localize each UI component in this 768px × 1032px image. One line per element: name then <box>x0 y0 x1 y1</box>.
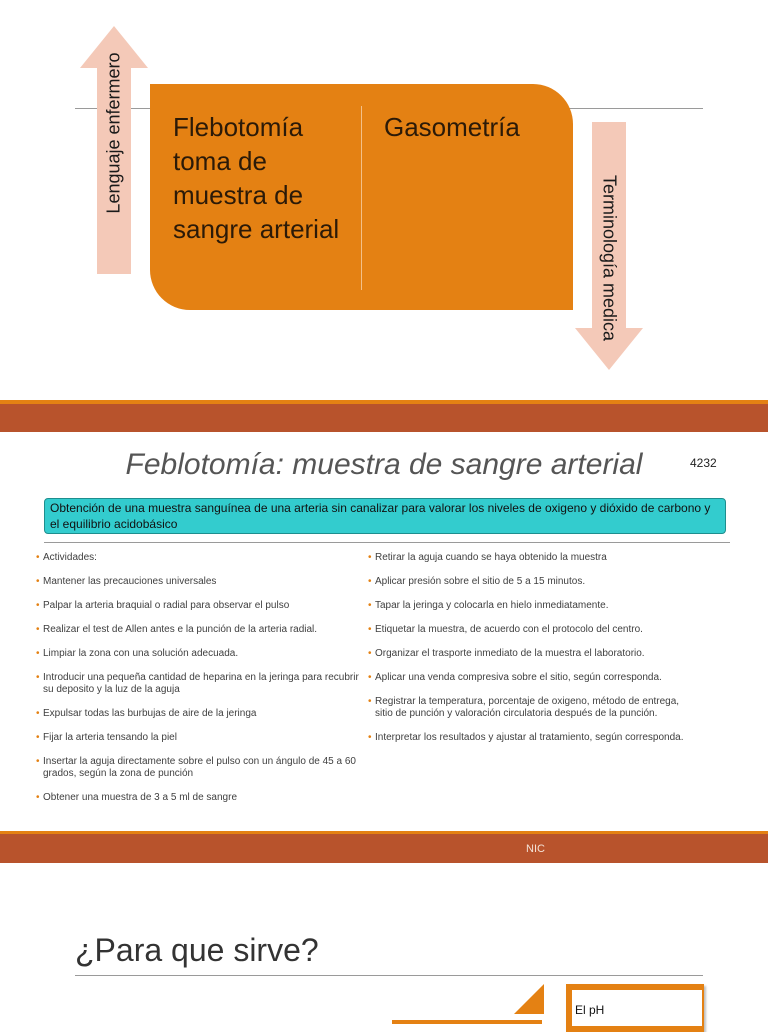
definition-box <box>44 498 726 534</box>
slide-1 <box>0 0 768 400</box>
arrow-down-label: Terminología medica <box>599 174 620 342</box>
triangle-decoration-icon <box>514 984 544 1014</box>
box-left-text: Flebotomía toma de muestra de sangre arterial <box>173 112 340 244</box>
list-item: • Actividades: <box>36 552 370 564</box>
list-item: • Palpar la arteria braquial o radial para observar el pulso <box>36 600 370 612</box>
list-item: • Introducir una pequeña cantidad de heparina en la jeringa para recubrir su deposito y la luz de la aguja <box>36 672 370 696</box>
list-item: • Interpretar los resultados y ajustar al tratamiento, según corresponda. <box>368 732 692 744</box>
list-item: • Fijar la arteria tensando la piel <box>36 732 370 744</box>
slide-2-title: Feblotomía: muestra de sangre arterial <box>125 448 643 481</box>
slide-3-title: ¿Para que sirve? <box>75 932 319 968</box>
box-divider <box>361 106 362 290</box>
list-item: • Mantener las precauciones universales <box>36 576 370 588</box>
activities-right-column <box>368 552 692 756</box>
list-item: • Insertar la aguja directamente sobre el pulso con un ángulo de 45 a 60 grados, según la zona de punción <box>36 756 370 780</box>
definition-text: Obtención de una muestra sanguínea de una arteria sin canalizar para valorar los niveles de oxigeno y dióxido de carbono y el equilibrio acidobásico <box>50 501 711 531</box>
horizontal-rule <box>75 975 703 976</box>
list-item: • Registrar la temperatura, porcentaje de oxigeno, método de entrega, sitio de punción y valoración circulatoria después de la punción. <box>368 696 692 720</box>
footer-label: NIC <box>526 843 545 855</box>
list-item: • Obtener una muestra de 3 a 5 ml de sangre <box>36 792 370 804</box>
arrow-up-label: Lenguaje enfermero <box>103 52 124 214</box>
slide-2-top-bar <box>0 400 768 432</box>
list-item: • Aplicar presión sobre el sitio de 5 a 15 minutos. <box>368 576 692 588</box>
orange-strip <box>392 1020 542 1024</box>
list-item: • Aplicar una venda compresiva sobre el sitio, según corresponda. <box>368 672 692 684</box>
list-item: • Tapar la jeringa y colocarla en hielo inmediatamente. <box>368 600 692 612</box>
ph-label: El pH <box>575 1003 605 1017</box>
slide-2-code: 4232 <box>690 456 717 470</box>
list-item: • Limpiar la zona con una solución adecuada. <box>36 648 370 660</box>
list-item: • Retirar la aguja cuando se haya obtenido la muestra <box>368 552 692 564</box>
list-item: • Organizar el trasporte inmediato de la muestra el laboratorio. <box>368 648 692 660</box>
horizontal-rule <box>44 542 730 543</box>
list-item: • Expulsar todas las burbujas de aire de la jeringa <box>36 708 370 720</box>
slide-2-bottom-bar <box>0 831 768 863</box>
activities-left-column <box>36 552 370 816</box>
box-right-text: Gasometría <box>384 112 520 142</box>
list-item: • Realizar el test de Allen antes e la punción de la arteria radial. <box>36 624 370 636</box>
list-item: • Etiquetar la muestra, de acuerdo con el protocolo del centro. <box>368 624 692 636</box>
